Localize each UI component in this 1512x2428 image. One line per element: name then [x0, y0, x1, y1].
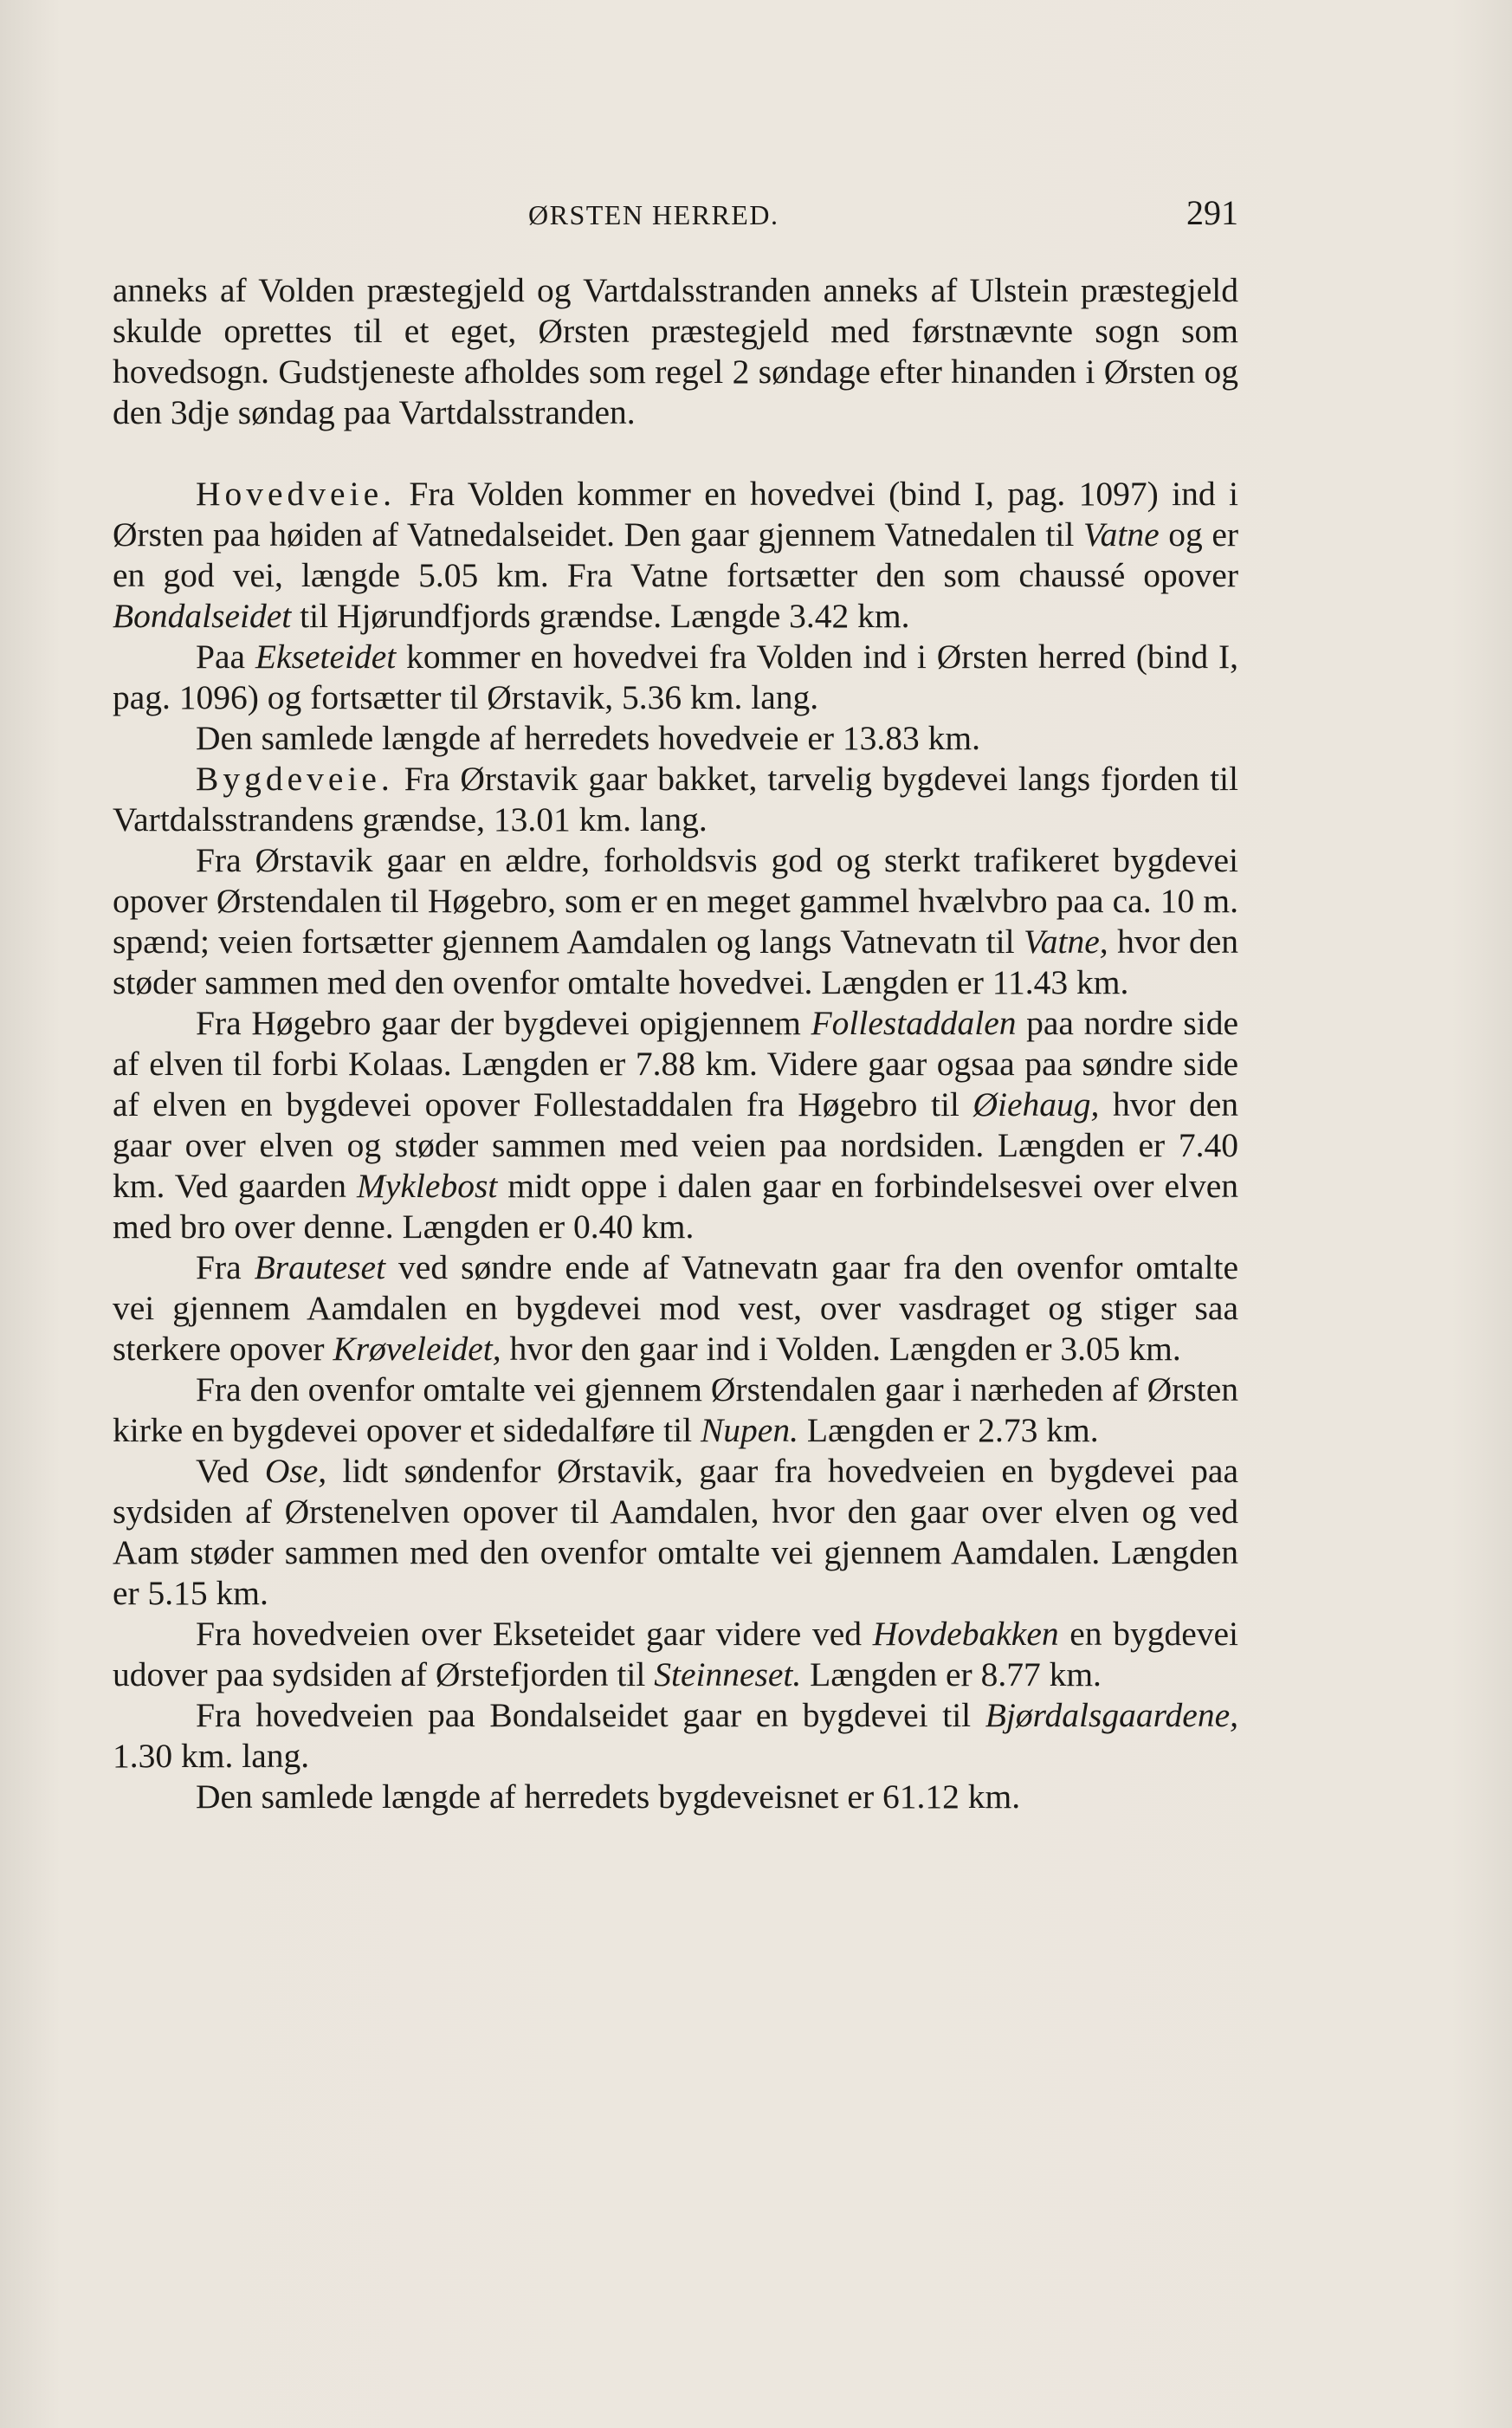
- paragraph: [113, 1247, 1238, 1369]
- paragraph: [113, 474, 1238, 637]
- paragraph: [113, 1369, 1238, 1451]
- text-run: anneks af Volden præstegjeld og Vartdalsstranden anneks af Ulstein præstegjeld skulde oprettes til et eget, Ørsten præstegjeld med førstnævnte sogn som hovedsogn. Gudstjeneste afholdes som regel 2 søndage efter hinanden i Ørsten og den 3dje søndag paa Vartdalsstranden.: [113, 271, 1238, 431]
- text-run: paa nordre side af elven til forbi Kolaas. Længden er 7.88 km. Videre gaar ogsaa paa søndre side af elven en bygdevei opover Follestaddalen fra Høgebro til: [113, 1004, 1238, 1123]
- text-run: hvor den gaar ind i Volden. Længden er 3.05 km.: [501, 1330, 1181, 1368]
- text-run: Den samlede længde af herredets hovedveie er 13.83 km.: [196, 719, 980, 757]
- text-run: Ved: [196, 1452, 265, 1490]
- italic-place-name: Krøveleidet,: [333, 1330, 501, 1368]
- italic-place-name: Myklebost: [356, 1167, 498, 1205]
- text-run: og er en god vei, længde 5.05 km. Fra Vatne fortsætter den som chaussé opover: [113, 515, 1239, 594]
- italic-place-name: Hovdebakken: [872, 1615, 1059, 1653]
- italic-place-name: Brauteset: [254, 1248, 386, 1286]
- text-run: ved søndre ende af Vatnevatn gaar fra den ovenfor omtalte vei gjennem Aamdalen en bygdevei mod vest, over vasdraget og stiger saa sterkere opover: [113, 1248, 1238, 1368]
- paragraph: [113, 1695, 1238, 1777]
- paragraph: [113, 1003, 1238, 1247]
- text-run: 1.30 km. lang.: [113, 1737, 310, 1775]
- italic-place-name: Nupen.: [700, 1411, 798, 1449]
- italic-place-name: Vatne: [1082, 515, 1160, 554]
- paragraph: [113, 637, 1238, 718]
- text-run: Fra den ovenfor omtalte vei gjennem Ørstendalen gaar i nærheden af Ørsten kirke en bygdevei opover et sidedalføre til: [113, 1370, 1238, 1449]
- text-run: Fra hovedveien paa Bondalseidet gaar en bygdevei til: [196, 1696, 985, 1734]
- text-run: Fra Høgebro gaar der bygdevei opigjennem: [196, 1004, 811, 1042]
- text-run: Længden er 8.77 km.: [801, 1655, 1102, 1693]
- text-run: Den samlede længde af herredets bygdeveisnet er 61.12 km.: [196, 1777, 1021, 1816]
- text-run: en bygdevei udover paa sydsiden af Ørstefjorden til: [113, 1615, 1238, 1693]
- text-run: Fra Ørstavik gaar en ældre, forholdsvis god og sterkt trafikeret bygdevei opover Ørstendalen til Høgebro, som er en meget gammel hvælvbro paa ca. 10 m. spænd; veien fortsætter gjennem Aamdalen og langs Vatnevatn til: [113, 841, 1238, 961]
- text-run: Fra: [196, 1248, 255, 1286]
- text-run: kommer en hovedvei fra Volden ind i Ørsten herred (bind I, pag. 1096) og fortsætter til Ørstavik, 5.36 km. lang.: [113, 638, 1238, 716]
- italic-place-name: Bondalseidet: [113, 597, 292, 635]
- paragraph: [113, 1777, 1238, 1817]
- paragraph: [113, 718, 1238, 759]
- text-run: Længden er 2.73 km.: [798, 1411, 1099, 1449]
- text-run: Fra hovedveien over Ekseteidet gaar videre ved: [196, 1615, 873, 1653]
- text-run: Fra Volden kommer en hovedvei (bind I, pag. 1097) ind i Ørsten paa høiden af Vatnedalseidet. Den gaar gjennem Vatnedalen til: [113, 475, 1238, 554]
- italic-place-name: Vatne,: [1024, 923, 1108, 961]
- paragraph: [113, 840, 1238, 1003]
- page-header: [113, 192, 1238, 244]
- paragraph: [113, 270, 1238, 433]
- page-number: 291: [1186, 193, 1238, 232]
- body-text: [113, 270, 1238, 1817]
- italic-place-name: Steinneset.: [654, 1655, 802, 1693]
- running-title: ØRSTEN HERRED.: [528, 199, 779, 230]
- text-run: midt oppe i dalen gaar en forbindelsesvei over elven med bro over denne. Længden er 0.40 km.: [113, 1167, 1238, 1246]
- italic-place-name: Ose,: [264, 1452, 327, 1490]
- text-run: hvor den støder sammen med den ovenfor omtalte hovedvei. Længden er 11.43 km.: [113, 923, 1238, 1001]
- italic-place-name: Øiehaug,: [972, 1085, 1100, 1123]
- text-run: hvor den gaar over elven og støder sammen med veien paa nordsiden. Længden er 7.40 km. Ved gaarden: [113, 1085, 1238, 1205]
- italic-place-name: Ekseteidet: [255, 638, 397, 676]
- text-run: lidt søndenfor Ørstavik, gaar fra hovedveien en bygdevei paa sydsiden af Ørstenelven opover til Aamdalen, hvor den gaar over elven og ved Aam støder sammen med den ovenfor omtalte vei gjennem Aamdalen. Længden er 5.15 km.: [113, 1452, 1238, 1612]
- italic-place-name: Bjørdalsgaardene,: [985, 1696, 1238, 1734]
- paragraph: [113, 1614, 1238, 1695]
- paragraph: [113, 1451, 1238, 1614]
- text-run: Paa: [196, 638, 255, 676]
- paragraph: [113, 759, 1238, 840]
- italic-place-name: Follestaddalen: [811, 1004, 1017, 1042]
- section-heading: Hovedveie.: [196, 475, 396, 513]
- text-run: til Hjørundfjords grændse. Længde 3.42 km.: [291, 597, 910, 635]
- text-run: Fra Ørstavik gaar bakket, tarvelig bygdevei langs fjorden til Vartdalsstrandens grændse, 13.01 km. lang.: [113, 760, 1238, 838]
- section-heading: Bygdeveie.: [196, 760, 394, 798]
